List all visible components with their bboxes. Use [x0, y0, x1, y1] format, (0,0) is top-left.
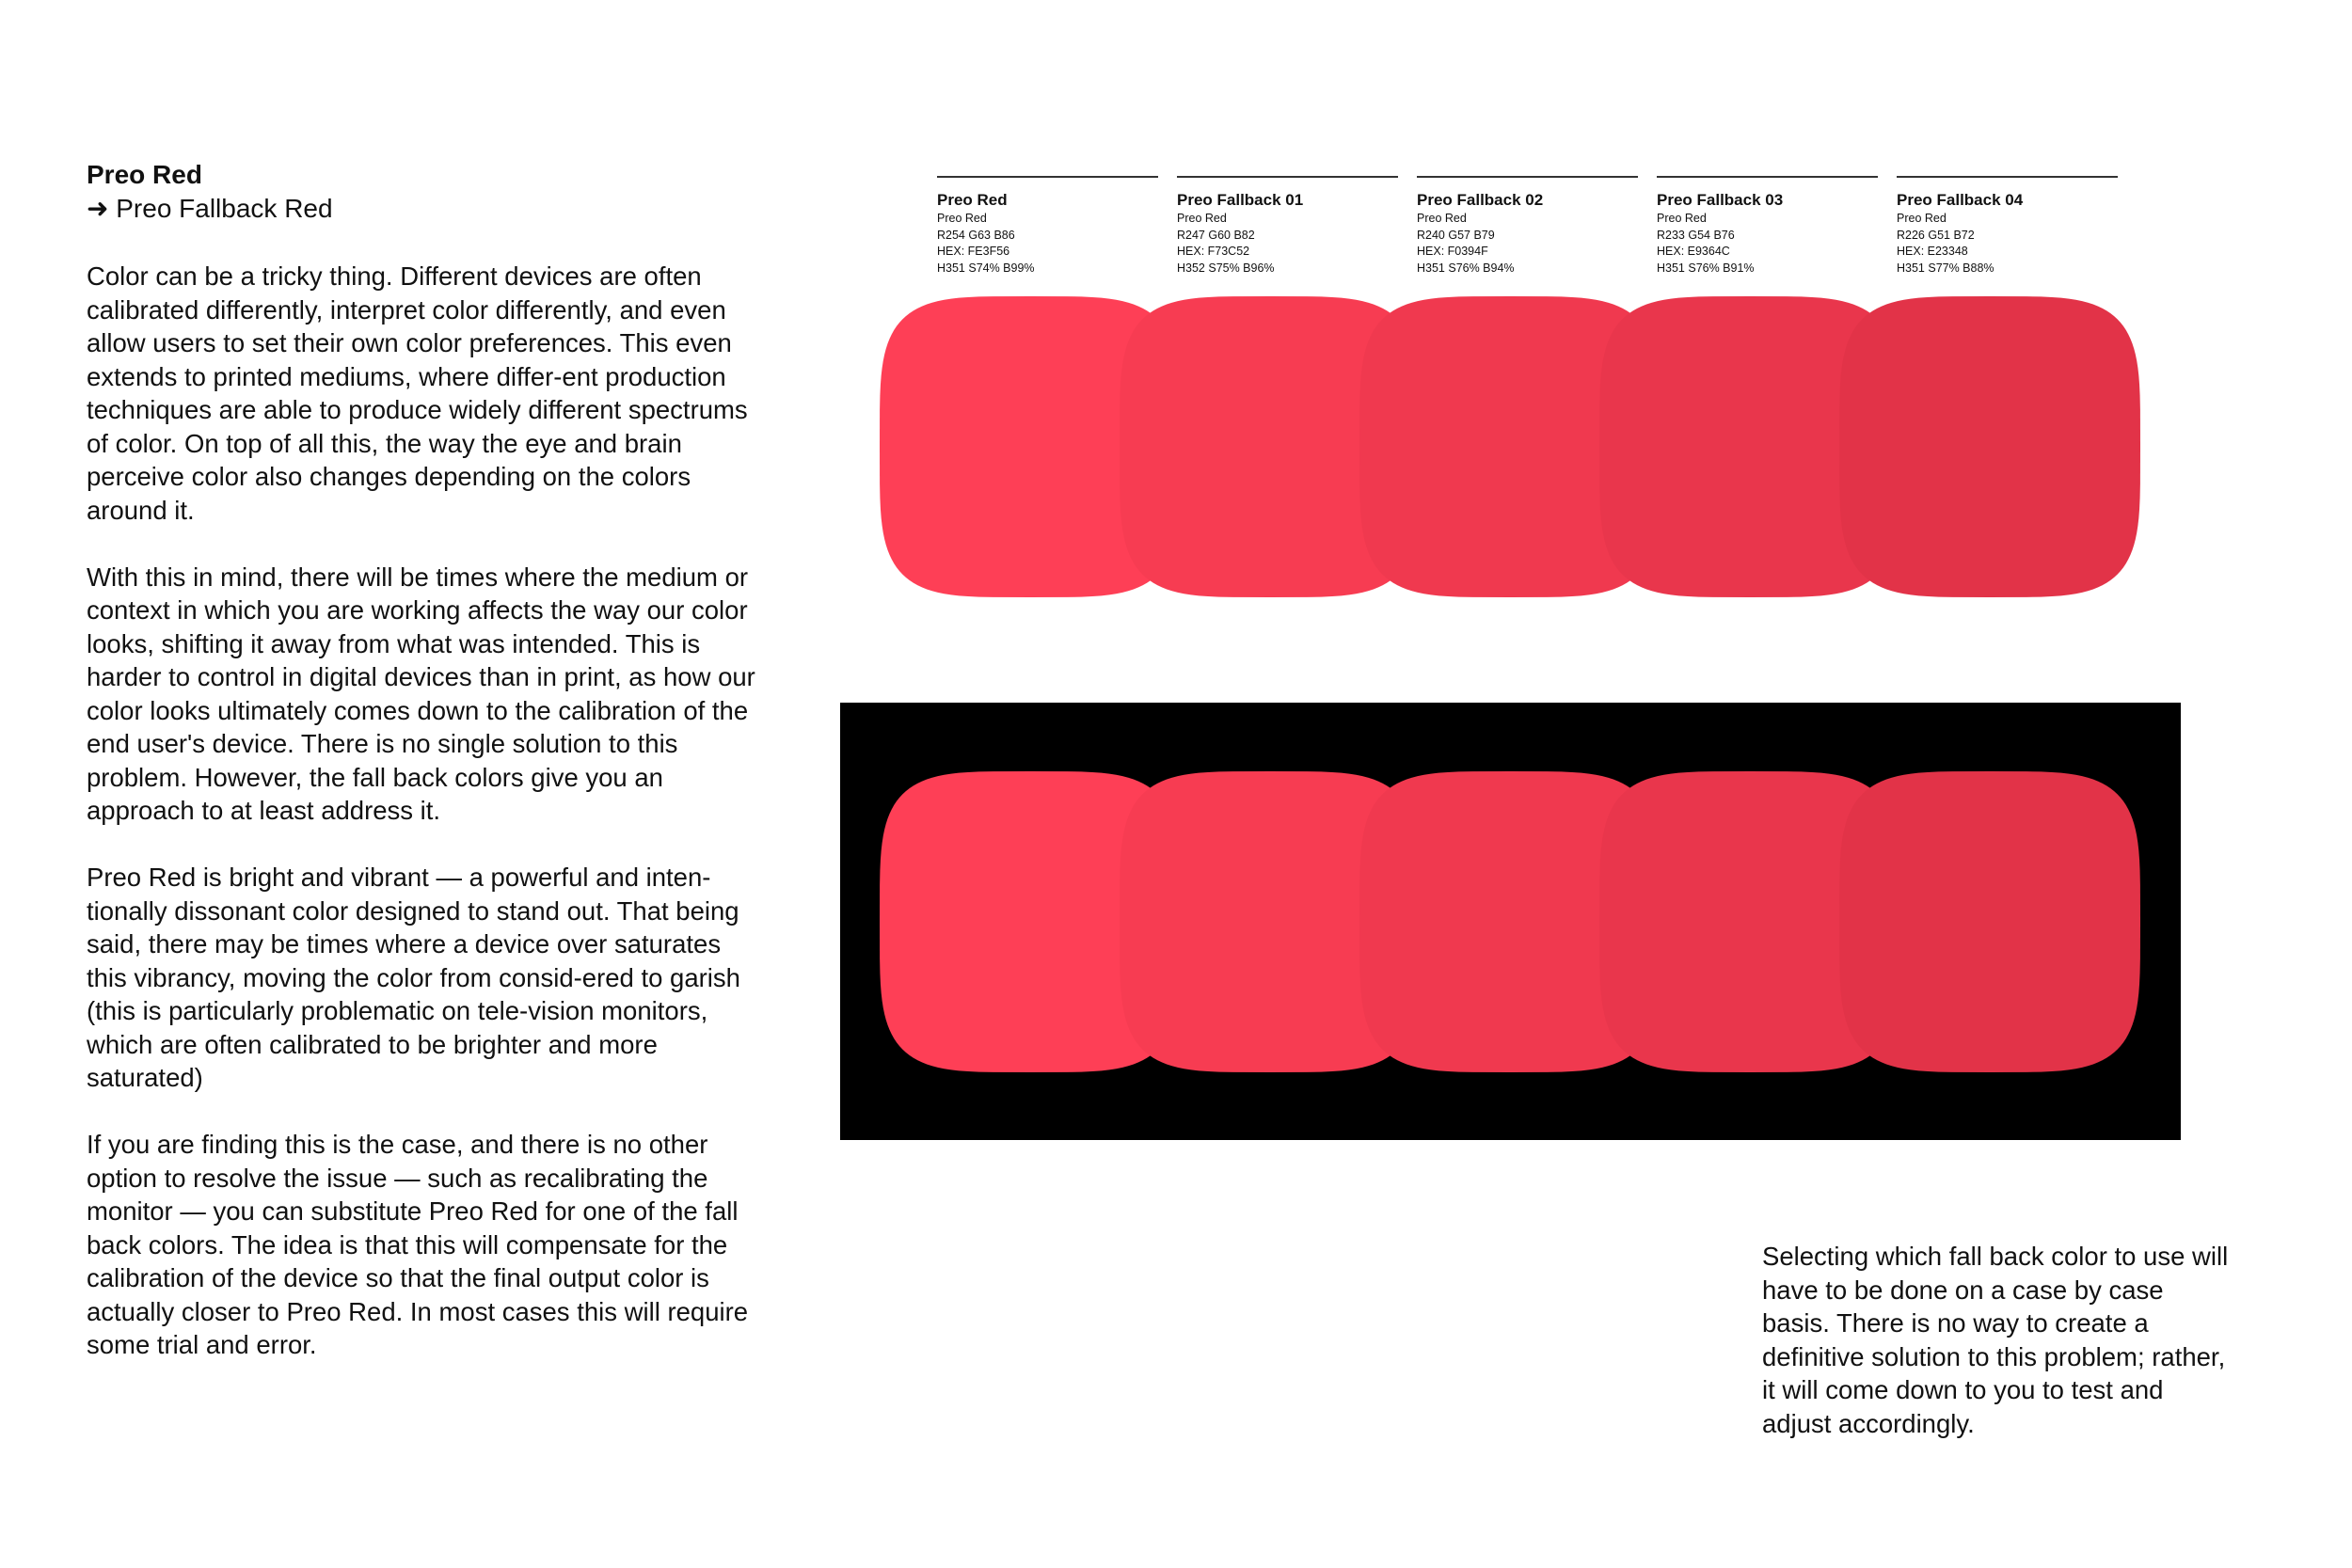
swatch-divider [1897, 176, 2118, 178]
swatch-blob-fallback-04 [1839, 296, 2140, 597]
intro-text-column [87, 158, 764, 1395]
swatch-hsb: H351 S76% B91% [1657, 261, 1755, 275]
swatch-rgb: R226 G51 B72 [1897, 228, 1975, 242]
swatch-hsb: H351 S76% B94% [1417, 261, 1515, 275]
swatch-label-fallback-02 [1417, 176, 1638, 277]
swatch-name: Preo Fallback 04 [1897, 191, 2024, 209]
page-title: Preo Red [87, 160, 202, 189]
swatch-hex: HEX: E9364C [1657, 245, 1730, 258]
swatch-hex: HEX: F0394F [1417, 245, 1488, 258]
swatch-divider [1657, 176, 1878, 178]
body-paragraph: Color can be a tricky thing. Different devices are often calibrated differently, interpret color differently, and even allow users to set their own color preferences. This even extends to printed mediums, where differ-ent production techniques are able to produce widely different spectrums of color. On top of all this, the way the eye and brain perceive color also changes depending on the colors around it. [87, 261, 748, 525]
side-note [1762, 1240, 2233, 1440]
swatch-name: Preo Fallback 03 [1657, 191, 1784, 209]
swatch-rgb: R233 G54 B76 [1657, 228, 1735, 242]
swatch-hsb: H352 S75% B96% [1177, 261, 1275, 275]
body-paragraph: Preo Red is bright and vibrant — a powerful and inten-tionally dissonant color designed to stand out. That being said, there may be times where a device over saturates this vibrancy, moving the color from consid-ered to garish (this is particularly problematic on tele-vision monitors, which are often calibrated to be brighter and more saturated) [87, 863, 740, 1092]
swatch-divider [1417, 176, 1638, 178]
swatch-blob-row-on-white [880, 296, 2150, 597]
swatch-name: Preo Red [937, 191, 1008, 209]
swatch-subname: Preo Red [1897, 212, 1947, 225]
swatch-label-fallback-04 [1897, 176, 2118, 277]
swatch-subname: Preo Red [1657, 212, 1707, 225]
swatch-label-fallback-01 [1177, 176, 1398, 277]
swatch-subname: Preo Red [1417, 212, 1467, 225]
swatch-subname: Preo Red [937, 212, 987, 225]
swatch-hsb: H351 S77% B88% [1897, 261, 1994, 275]
swatch-label-preo-red [937, 176, 1158, 277]
swatch-hex: HEX: F73C52 [1177, 245, 1250, 258]
swatch-label-fallback-03 [1657, 176, 1878, 277]
swatch-blob-fallback-04 [1839, 771, 2140, 1072]
swatch-hex: HEX: FE3F56 [937, 245, 1010, 258]
side-note-text: Selecting which fall back color to use will have to be done on a case by case basis. There is no way to create a definitive solution to this problem; rather, it will come down to you to test and adjust accordingly. [1762, 1242, 2229, 1438]
swatch-hsb: H351 S74% B99% [937, 261, 1035, 275]
black-background-panel [840, 703, 2181, 1140]
swatch-divider [937, 176, 1158, 178]
body-paragraph: If you are finding this is the case, and there is no other option to resolve the issue — such as recalibrating the monitor — you can substitute Preo Red for one of the fall back colors. The idea is that this will compensate for the calibration of the device so that the final output color is actually closer to Preo Red. In most cases this will require some trial and error. [87, 1130, 749, 1359]
swatch-name: Preo Fallback 02 [1417, 191, 1544, 209]
swatch-rgb: R254 G63 B86 [937, 228, 1015, 242]
swatch-name: Preo Fallback 01 [1177, 191, 1304, 209]
swatch-subname: Preo Red [1177, 212, 1227, 225]
swatch-blob-row-on-black [880, 771, 2150, 1072]
swatch-divider [1177, 176, 1398, 178]
swatch-rgb: R247 G60 B82 [1177, 228, 1255, 242]
body-paragraph: With this in mind, there will be times where the medium or context in which you are working affects the way our color looks, shifting it away from what was intended. This is harder to control in digital devices than in print, as how our color looks ultimately comes down to the calibration of the end user's device. There is no single solution to this problem. However, the fall back colors give you an approach to at least address it. [87, 562, 755, 825]
swatch-hex: HEX: E23348 [1897, 245, 1968, 258]
page-subtitle: ➜ Preo Fallback Red [87, 194, 333, 223]
swatch-rgb: R240 G57 B79 [1417, 228, 1495, 242]
